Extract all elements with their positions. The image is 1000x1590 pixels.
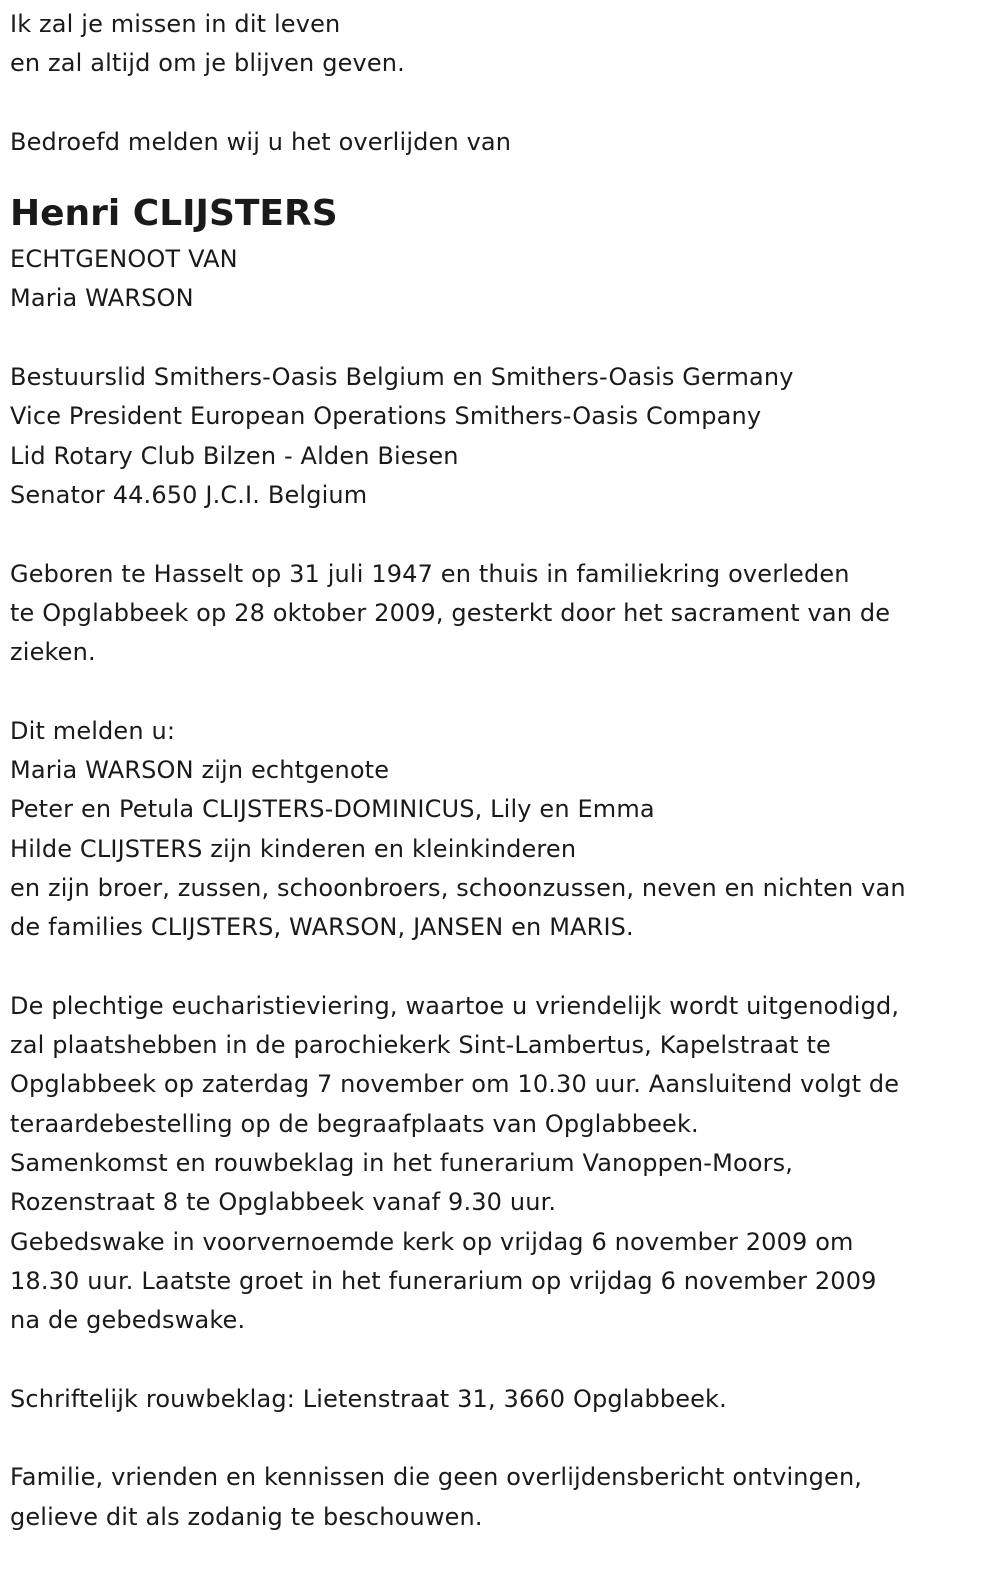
spacer	[10, 319, 1000, 358]
family-line: de families CLIJSTERS, WARSON, JANSEN en MARIS.	[10, 913, 634, 942]
birth-death-line: te Opglabbeek op 28 oktober 2009, gesterkt door het sacrament van de	[10, 598, 891, 627]
family-line: Hilde CLIJSTERS zijn kinderen en kleinkinderen	[10, 834, 577, 863]
verse-line: Ik zal je missen in dit leven	[10, 10, 341, 38]
ceremony-line: teraardebestelling op de begraafplaats van Opglabbeek.	[10, 1109, 699, 1138]
deceased-name: Henri CLIJSTERS	[10, 193, 338, 235]
deceased-spouse: Maria WARSON	[10, 284, 194, 313]
closing-line: gelieve dit als zodanig te beschouwen.	[10, 1502, 483, 1531]
ceremony-line: Gebedswake in voorvernoemde kerk op vrijdag 6 november 2009 om	[10, 1227, 854, 1256]
family	[10, 712, 1000, 948]
ceremony-line: Rozenstraat 8 te Opglabbeek vanaf 9.30 uur.	[10, 1188, 557, 1217]
birth-death-line: Geboren te Hasselt op 31 juli 1947 en thuis in familiekring overleden	[10, 559, 850, 588]
family-line: Peter en Petula CLIJSTERS-DOMINICUS, Lily en Emma	[10, 795, 655, 824]
ceremony-line: Samenkomst en rouwbeklag in het funerarium Vanoppen-Moors,	[10, 1149, 794, 1178]
closing-line: Familie, vrienden en kennissen die geen overlijdensbericht ontvingen,	[10, 1463, 863, 1492]
closing	[10, 1458, 1000, 1537]
spacer	[10, 672, 1000, 711]
birth-death	[10, 555, 1000, 673]
condolence-address: Schriftelijk rouwbeklag: Lietenstraat 31, 3660 Opglabbeek.	[10, 1384, 727, 1413]
function-line: Lid Rotary Club Bilzen - Alden Biesen	[10, 441, 459, 470]
family-line: Maria WARSON zijn echtgenote	[10, 756, 390, 785]
spacer	[10, 84, 1000, 123]
deceased-relation: ECHTGENOOT VAN	[10, 245, 238, 274]
birth-death-line: zieken.	[10, 638, 96, 667]
announcement: Bedroefd melden wij u het overlijden van	[10, 127, 512, 156]
ceremony-line: na de gebedswake.	[10, 1306, 246, 1335]
function-line: Senator 44.650 J.C.I. Belgium	[10, 480, 368, 509]
ceremony-line: Opglabbeek op zaterdag 7 november om 10.30 uur. Aansluitend volgt de	[10, 1070, 900, 1099]
spacer	[10, 948, 1000, 987]
verse-line: en zal altijd om je blijven geven.	[10, 49, 405, 78]
functions	[10, 358, 1000, 515]
ceremony	[10, 987, 1000, 1341]
spacer	[10, 515, 1000, 554]
function-line: Vice President European Operations Smithers-Oasis Company	[10, 402, 762, 431]
function-line: Bestuurslid Smithers-Oasis Belgium en Smithers-Oasis Germany	[10, 363, 794, 392]
spacer	[10, 1341, 1000, 1380]
ceremony-line: zal plaatshebben in de parochiekerk Sint-Lambertus, Kapelstraat te	[10, 1031, 831, 1060]
ceremony-line: De plechtige eucharistieviering, waartoe u vriendelijk wordt uitgenodigd,	[10, 991, 900, 1020]
deceased-block	[10, 188, 1000, 319]
ceremony-line: 18.30 uur. Laatste groet in het funerarium op vrijdag 6 november 2009	[10, 1266, 877, 1295]
verse	[10, 5, 1000, 84]
family-line: Dit melden u:	[10, 716, 176, 745]
spacer	[10, 1419, 1000, 1458]
family-line: en zijn broer, zussen, schoonbroers, schoonzussen, neven en nichten van	[10, 873, 906, 902]
spacer	[10, 162, 1000, 188]
